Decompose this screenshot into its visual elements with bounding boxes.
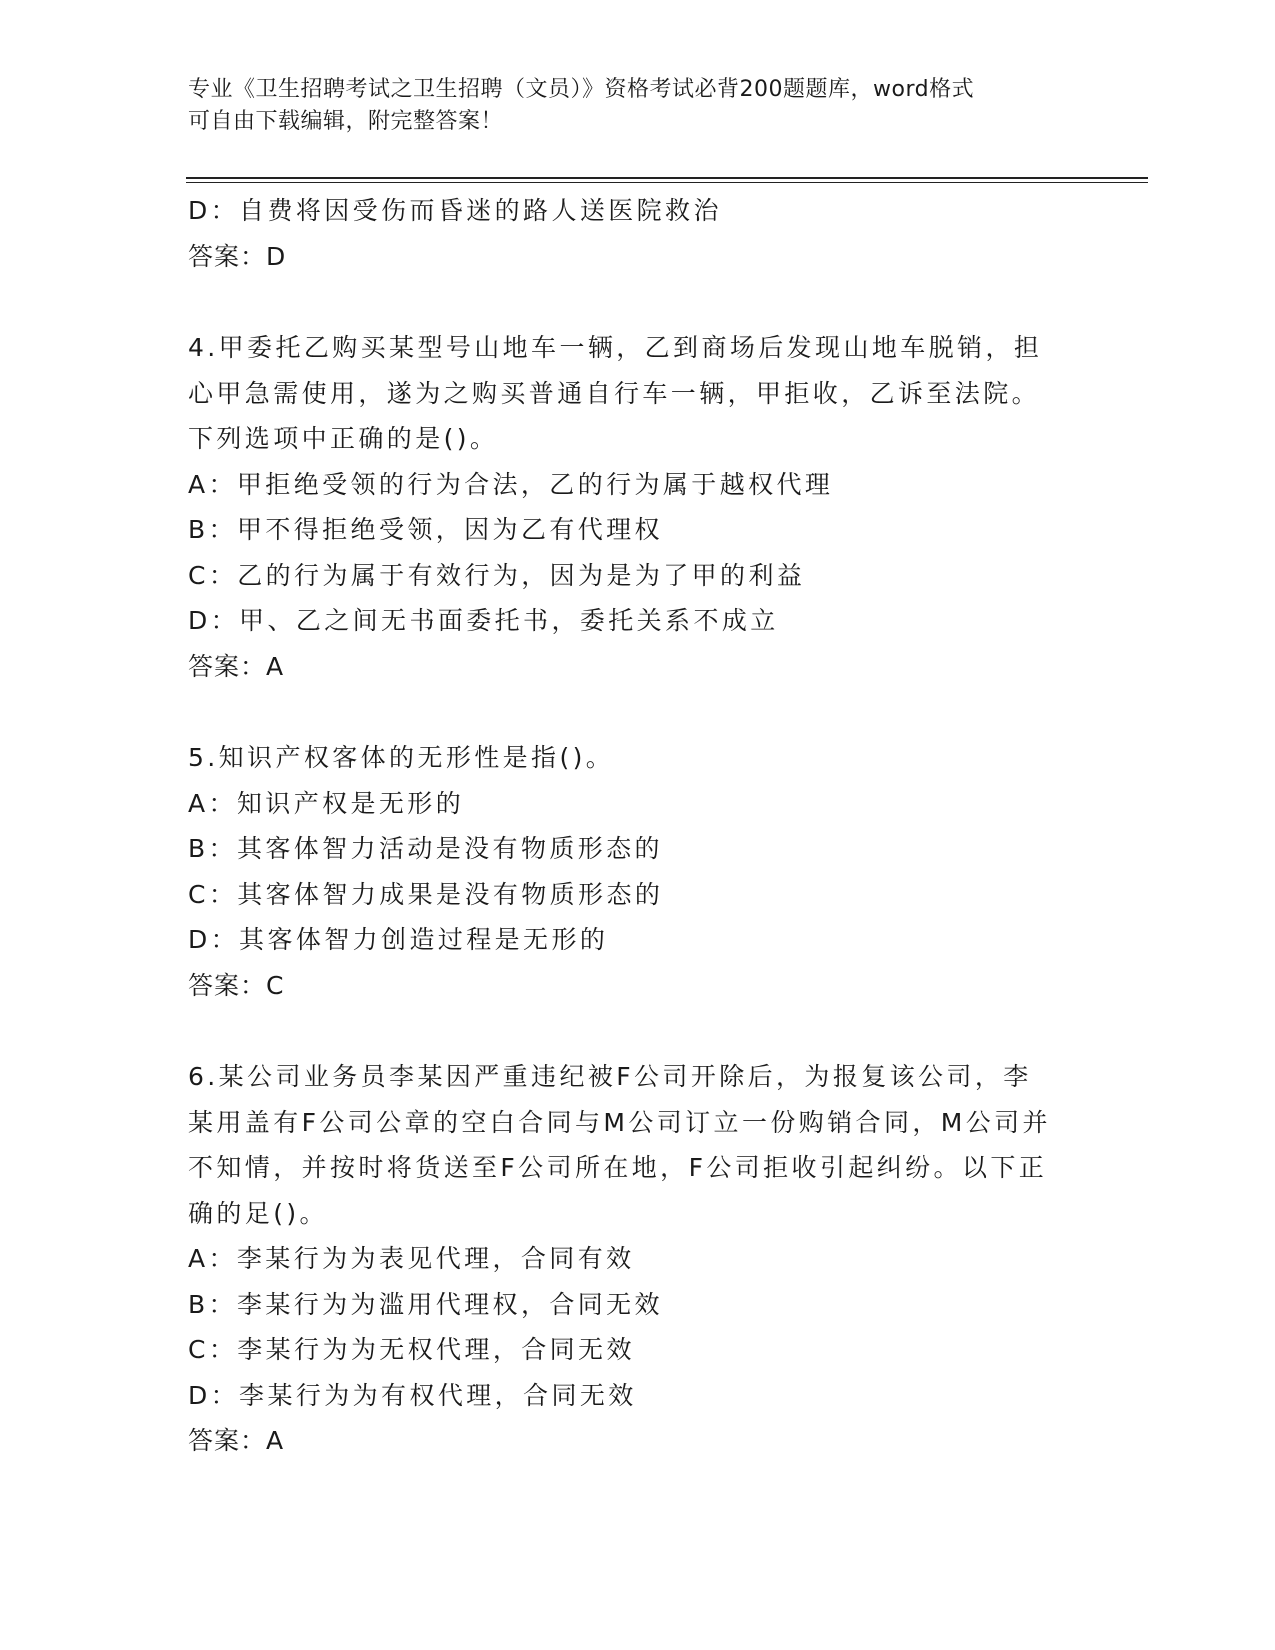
header-line-1: 专业《卫生招聘考试之卫生招聘（文员）》资格考试必背200题题库，word格式: [188, 77, 975, 102]
question-stem-line: 5.知识产权客体的无形性是指()。: [188, 743, 615, 772]
document-body: [188, 188, 1088, 1464]
option-d: D：李某行为为有权代理，合同无效: [188, 1380, 637, 1410]
option-a: A：李某行为为表见代理，合同有效: [188, 1244, 635, 1273]
question-spacer: [188, 689, 1088, 735]
question-block-previous: [188, 188, 1088, 279]
question-stem-line: 6.某公司业务员李某因严重违纪被F公司开除后，为报复该公司，李: [188, 1062, 1032, 1091]
option-c: C：其客体智力成果是没有物质形态的: [188, 879, 664, 909]
question-stem-line: 4.甲委托乙购买某型号山地车一辆，乙到商场后发现山地车脱销，担: [188, 333, 1043, 362]
question-stem-line: 心甲急需使用，遂为之购买普通自行车一辆，甲拒收，乙诉至法院。: [188, 378, 1041, 408]
question-spacer: [188, 279, 1088, 325]
question-spacer: [188, 1008, 1088, 1054]
option-c: C：乙的行为属于有效行为，因为是为了甲的利益: [188, 560, 806, 590]
document-header: [188, 74, 1068, 138]
question-stem-line: 确的足()。: [188, 1198, 328, 1228]
option-c: C：李某行为为无权代理，合同无效: [188, 1335, 635, 1364]
option-d: D：甲、乙之间无书面委托书，委托关系不成立: [188, 606, 779, 635]
option-a: A：知识产权是无形的: [188, 788, 465, 818]
header-rule-thick: [186, 177, 1148, 179]
answer-line: 答案：C: [188, 970, 285, 1000]
option-b: B：李某行为为滥用代理权，合同无效: [188, 1289, 663, 1319]
question-stem-line: 下列选项中正确的是()。: [188, 424, 499, 453]
answer-line: 答案：A: [188, 651, 285, 681]
header-line-2: 可自由下载编辑，附完整答案！: [188, 109, 504, 134]
option-d: D：自费将因受伤而昏迷的路人送医院救治: [188, 196, 722, 225]
option-b: B：甲不得拒绝受领，因为乙有代理权: [188, 515, 663, 544]
question-block-5: [188, 735, 1088, 1008]
option-b: B：其客体智力活动是没有物质形态的: [188, 834, 663, 863]
question-block-4: [188, 325, 1088, 689]
option-d: D：其客体智力创造过程是无形的: [188, 925, 609, 954]
answer-line: 答案：A: [188, 1426, 285, 1455]
question-block-6: [188, 1054, 1088, 1464]
header-rule-thin: [186, 182, 1148, 183]
option-a: A：甲拒绝受领的行为合法，乙的行为属于越权代理: [188, 469, 834, 499]
question-stem-line: 某用盖有F公司公章的空白合同与M公司订立一份购销合同，M公司并: [188, 1107, 1051, 1137]
answer-line: 答案：D: [188, 241, 287, 271]
question-stem-line: 不知情，并按时将货送至F公司所在地，F公司拒收引起纠纷。以下正: [188, 1153, 1048, 1182]
